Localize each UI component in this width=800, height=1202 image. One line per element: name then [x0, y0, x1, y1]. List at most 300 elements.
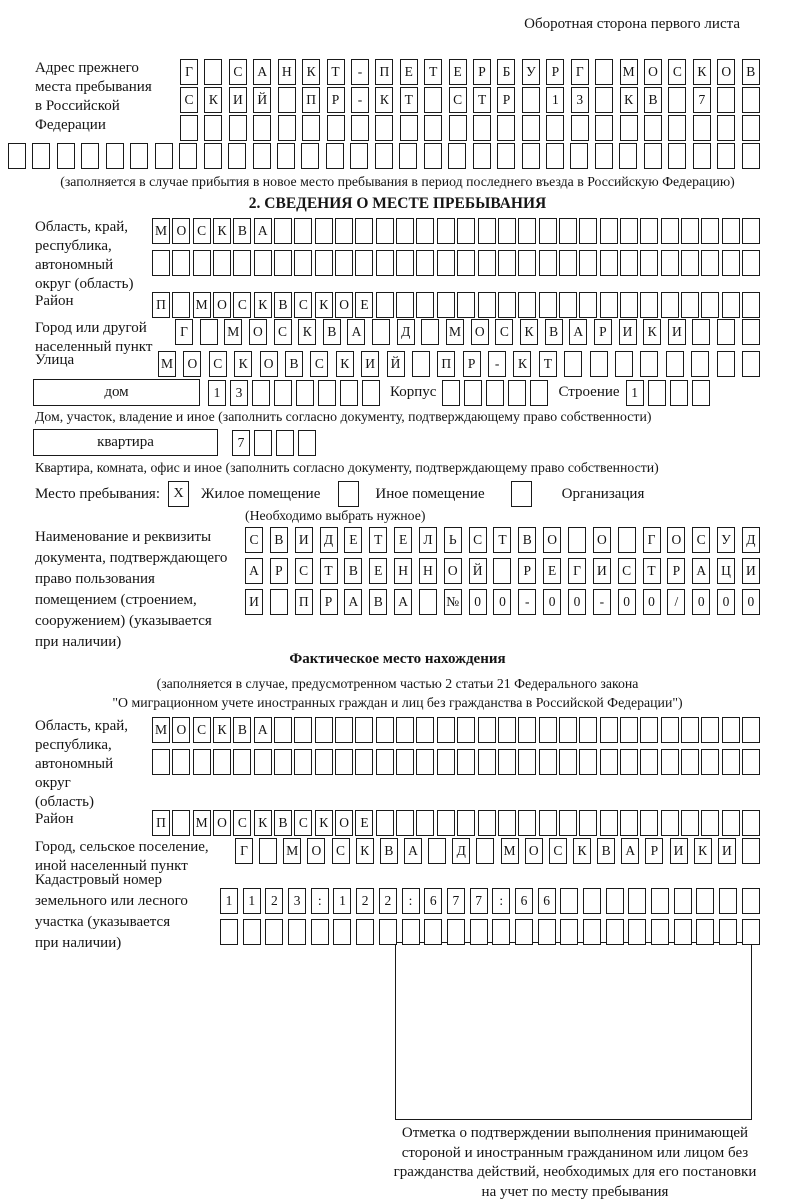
header-note: Оборотная сторона первого листа — [35, 16, 760, 33]
char-cell: М — [158, 351, 176, 377]
char-cell — [419, 589, 437, 615]
char-cell — [294, 717, 312, 743]
char-cell — [559, 749, 577, 775]
char-cell — [326, 143, 344, 169]
label-line: автономный — [35, 256, 152, 275]
char-cell — [742, 838, 760, 864]
char-cell — [449, 115, 467, 141]
char-cell — [376, 218, 394, 244]
cadastre-row-1 — [220, 888, 760, 914]
char-cell — [518, 218, 536, 244]
char-cell — [559, 292, 577, 318]
char-cell — [296, 380, 314, 406]
char-cell — [356, 919, 374, 945]
char-cell: 0 — [568, 589, 586, 615]
label-line: при наличии) — [35, 632, 245, 653]
char-cell — [701, 717, 719, 743]
street-row — [158, 351, 760, 377]
actual-region-rows — [152, 717, 760, 775]
char-cell — [595, 115, 613, 141]
char-cell — [717, 351, 735, 377]
char-cell: 6 — [538, 888, 556, 914]
char-cell: С — [692, 527, 710, 553]
street-field — [35, 351, 760, 377]
korpus-label: Корпус — [390, 384, 436, 401]
char-cell — [696, 888, 714, 914]
char-cell — [692, 319, 710, 345]
char-cell: Е — [400, 59, 418, 85]
stay-type-checkbox-org — [511, 481, 532, 507]
char-cell — [559, 717, 577, 743]
char-cell — [276, 430, 294, 456]
char-cell — [265, 919, 283, 945]
label-line: Область, край, — [35, 218, 152, 237]
char-cell — [559, 218, 577, 244]
char-cell — [539, 810, 557, 836]
char-cell — [518, 717, 536, 743]
char-cell — [200, 319, 218, 345]
actual-region-field — [35, 717, 760, 812]
char-cell — [437, 810, 455, 836]
char-cell: В — [285, 351, 303, 377]
char-cell — [32, 143, 50, 169]
label-line: места пребывания — [35, 78, 180, 97]
char-cell: 1 — [208, 380, 226, 406]
prev-address-label — [35, 59, 180, 135]
char-cell: К — [356, 838, 374, 864]
char-cell: : — [402, 888, 420, 914]
char-cell: В — [323, 319, 341, 345]
char-cell: С — [233, 810, 251, 836]
district-field — [35, 292, 760, 318]
char-cell: С — [310, 351, 328, 377]
char-cell — [692, 380, 710, 406]
char-cell: 0 — [469, 589, 487, 615]
char-cell — [318, 380, 336, 406]
actual-region-row-2 — [152, 749, 760, 775]
char-cell — [742, 351, 760, 377]
char-cell — [522, 87, 540, 113]
char-cell: Й — [253, 87, 271, 113]
char-cell — [457, 717, 475, 743]
char-cell: - — [518, 589, 536, 615]
char-cell: М — [152, 717, 170, 743]
char-cell: 0 — [643, 589, 661, 615]
char-cell: Т — [539, 351, 557, 377]
char-cell: 7 — [470, 888, 488, 914]
char-cell: В — [545, 319, 563, 345]
char-cell — [278, 87, 296, 113]
stay-type-option-inoe: Иное помещение — [375, 486, 484, 503]
char-cell — [274, 250, 292, 276]
char-cell: В — [274, 810, 292, 836]
district-row — [152, 292, 760, 318]
char-cell — [717, 319, 735, 345]
char-cell — [681, 717, 699, 743]
char-cell: 3 — [288, 888, 306, 914]
char-cell: В — [742, 59, 760, 85]
char-cell: А — [254, 717, 272, 743]
char-cell — [640, 250, 658, 276]
char-cell — [193, 250, 211, 276]
char-cell — [661, 218, 679, 244]
label-line: республика, — [35, 736, 152, 755]
char-cell: О — [593, 527, 611, 553]
char-cell: 1 — [243, 888, 261, 914]
char-cell: М — [224, 319, 242, 345]
char-cell: Д — [742, 527, 760, 553]
char-cell: Т — [400, 87, 418, 113]
char-cell — [492, 919, 510, 945]
char-cell — [448, 143, 466, 169]
apartment-widebox: квартира — [33, 429, 218, 456]
char-cell: С — [229, 59, 247, 85]
char-cell: И — [295, 527, 313, 553]
char-cell — [253, 143, 271, 169]
char-cell — [193, 749, 211, 775]
char-cell: С — [668, 59, 686, 85]
char-cell — [424, 115, 442, 141]
char-cell: К — [375, 87, 393, 113]
char-cell — [376, 717, 394, 743]
char-cell — [742, 717, 760, 743]
char-cell — [559, 250, 577, 276]
char-cell: В — [233, 717, 251, 743]
char-cell — [274, 717, 292, 743]
char-cell — [693, 143, 711, 169]
char-cell — [270, 589, 288, 615]
char-cell: В — [369, 589, 387, 615]
char-cell — [416, 218, 434, 244]
char-cell — [722, 250, 740, 276]
char-cell — [661, 292, 679, 318]
char-cell — [600, 292, 618, 318]
house-widebox: дом — [33, 379, 200, 406]
char-cell: К — [213, 218, 231, 244]
char-cell — [518, 250, 536, 276]
char-cell — [560, 888, 578, 914]
region-row-2 — [152, 250, 760, 276]
char-cell — [476, 838, 494, 864]
char-cell — [668, 143, 686, 169]
char-cell: Т — [424, 59, 442, 85]
char-cell — [396, 717, 414, 743]
region-field — [35, 218, 760, 294]
char-cell — [595, 143, 613, 169]
char-cell — [719, 888, 737, 914]
char-cell: П — [437, 351, 455, 377]
char-cell: П — [375, 59, 393, 85]
char-cell — [376, 292, 394, 318]
char-cell — [355, 749, 373, 775]
char-cell — [81, 143, 99, 169]
char-cell — [620, 810, 638, 836]
char-cell — [416, 717, 434, 743]
char-cell — [379, 919, 397, 945]
char-cell — [640, 218, 658, 244]
char-cell — [259, 838, 277, 864]
label-line: документа, подтверждающего — [35, 548, 245, 569]
char-cell: О — [644, 59, 662, 85]
char-cell — [375, 143, 393, 169]
char-cell: В — [380, 838, 398, 864]
char-cell — [362, 380, 380, 406]
char-cell: О — [213, 292, 231, 318]
char-cell: В — [597, 838, 615, 864]
char-cell — [579, 749, 597, 775]
char-cell — [701, 749, 719, 775]
char-cell — [742, 143, 760, 169]
char-cell — [498, 250, 516, 276]
char-cell — [722, 218, 740, 244]
char-cell: А — [344, 589, 362, 615]
char-cell: С — [209, 351, 227, 377]
char-cell — [172, 810, 190, 836]
label-line: участка (указывается — [35, 912, 220, 933]
char-cell: О — [307, 838, 325, 864]
char-cell: Р — [473, 59, 491, 85]
char-cell — [229, 115, 247, 141]
char-cell: 6 — [515, 888, 533, 914]
char-cell — [473, 143, 491, 169]
char-cell: - — [593, 589, 611, 615]
char-cell: 1 — [626, 380, 644, 406]
doc-row-1 — [245, 527, 760, 553]
char-cell — [600, 250, 618, 276]
char-cell — [681, 250, 699, 276]
char-cell — [570, 143, 588, 169]
char-cell: Н — [394, 558, 412, 584]
char-cell: : — [492, 888, 510, 914]
label-line: Наименование и реквизиты — [35, 527, 245, 548]
char-cell — [498, 218, 516, 244]
char-cell — [539, 717, 557, 743]
actual-district-field — [35, 810, 760, 836]
char-cell — [522, 115, 540, 141]
char-cell: Т — [369, 527, 387, 553]
stroenie-label: Строение — [558, 384, 619, 401]
char-cell: К — [234, 351, 252, 377]
char-cell — [400, 115, 418, 141]
char-cell: С — [274, 319, 292, 345]
char-cell — [396, 250, 414, 276]
region-label — [35, 218, 152, 294]
apartment-row — [33, 429, 760, 456]
char-cell — [640, 717, 658, 743]
label-line: (область) — [35, 793, 152, 812]
char-cell: А — [692, 558, 710, 584]
char-cell — [722, 292, 740, 318]
char-cell: О — [249, 319, 267, 345]
doc-label — [35, 527, 245, 653]
char-cell: Н — [278, 59, 296, 85]
char-cell: А — [621, 838, 639, 864]
char-cell — [742, 87, 760, 113]
char-cell — [424, 143, 442, 169]
char-cell — [722, 810, 740, 836]
char-cell — [355, 250, 373, 276]
char-cell — [600, 218, 618, 244]
char-cell — [661, 749, 679, 775]
char-cell — [333, 919, 351, 945]
char-cell — [416, 292, 434, 318]
char-cell: М — [446, 319, 464, 345]
char-cell: П — [152, 810, 170, 836]
char-cell: 0 — [618, 589, 636, 615]
char-cell: Б — [497, 59, 515, 85]
char-cell — [416, 749, 434, 775]
section2-title: 2. СВЕДЕНИЯ О МЕСТЕ ПРЕБЫВАНИЯ — [35, 195, 760, 213]
char-cell: А — [254, 218, 272, 244]
char-cell — [742, 810, 760, 836]
label-line: на учет по месту пребывания — [360, 1183, 790, 1202]
char-cell — [522, 143, 540, 169]
char-cell — [628, 919, 646, 945]
char-cell — [674, 888, 692, 914]
prev-address-note: (заполняется в случае прибытия в новое место пребывания в период последнего въезда в Российскую Федерацию) — [35, 174, 760, 190]
char-cell: О — [172, 218, 190, 244]
char-cell — [294, 250, 312, 276]
actual-city-row — [235, 838, 760, 864]
char-cell: К — [302, 59, 320, 85]
house-note: Дом, участок, владение и иное (заполнить согласно документу, подтверждающему право собственности) — [35, 409, 760, 425]
char-cell — [606, 919, 624, 945]
char-cell — [152, 749, 170, 775]
char-cell: 3 — [230, 380, 248, 406]
char-cell — [464, 380, 482, 406]
char-cell — [681, 292, 699, 318]
char-cell: Т — [473, 87, 491, 113]
char-cell — [478, 717, 496, 743]
char-cell: И — [229, 87, 247, 113]
char-cell: Т — [320, 558, 338, 584]
cadastre-field — [35, 870, 760, 954]
char-cell: 7 — [693, 87, 711, 113]
char-cell: Н — [419, 558, 437, 584]
char-cell: Г — [180, 59, 198, 85]
char-cell: Е — [394, 527, 412, 553]
char-cell: А — [394, 589, 412, 615]
char-cell — [213, 250, 231, 276]
char-cell — [498, 717, 516, 743]
char-cell — [288, 919, 306, 945]
char-cell — [335, 717, 353, 743]
char-cell — [457, 810, 475, 836]
char-cell: 2 — [265, 888, 283, 914]
char-cell — [376, 749, 394, 775]
char-cell: И — [619, 319, 637, 345]
char-cell — [568, 527, 586, 553]
char-cell: К — [513, 351, 531, 377]
char-cell — [681, 749, 699, 775]
prev-address-row-1 — [180, 59, 760, 85]
char-cell — [742, 292, 760, 318]
char-cell — [546, 143, 564, 169]
char-cell — [412, 351, 430, 377]
char-cell — [437, 749, 455, 775]
char-cell — [691, 351, 709, 377]
apartment-note: Квартира, комната, офис и иное (заполнить согласно документу, подтверждающему право собственности) — [35, 460, 760, 476]
stamp-box — [395, 942, 752, 1120]
char-cell: С — [449, 87, 467, 113]
char-cell: А — [245, 558, 263, 584]
char-cell — [447, 919, 465, 945]
char-cell: М — [152, 218, 170, 244]
char-cell — [172, 749, 190, 775]
char-cell — [717, 87, 735, 113]
char-cell: Г — [571, 59, 589, 85]
char-cell — [376, 250, 394, 276]
char-cell: - — [351, 87, 369, 113]
char-cell: С — [332, 838, 350, 864]
char-cell — [315, 717, 333, 743]
char-cell — [228, 143, 246, 169]
char-cell — [742, 749, 760, 775]
char-cell: Д — [320, 527, 338, 553]
char-cell — [620, 717, 638, 743]
char-cell — [579, 292, 597, 318]
char-cell — [579, 810, 597, 836]
stay-type-note: (Необходимо выбрать нужное) — [245, 508, 760, 524]
char-cell — [539, 292, 557, 318]
char-cell: К — [298, 319, 316, 345]
char-cell — [668, 87, 686, 113]
char-cell: 0 — [692, 589, 710, 615]
char-cell: И — [593, 558, 611, 584]
label-line: помещением (строением, — [35, 590, 245, 611]
char-cell — [442, 380, 460, 406]
char-cell — [571, 115, 589, 141]
char-cell — [294, 218, 312, 244]
char-cell: О — [213, 810, 231, 836]
char-cell — [351, 115, 369, 141]
cadastre-rows — [220, 888, 760, 945]
label-line: Город или другой — [35, 319, 175, 338]
char-cell — [620, 250, 638, 276]
char-cell: С — [294, 292, 312, 318]
label-line: республика, — [35, 237, 152, 256]
stay-type-checkbox-zhiloe: X — [168, 481, 189, 507]
char-cell — [595, 59, 613, 85]
char-cell — [274, 218, 292, 244]
char-cell: А — [569, 319, 587, 345]
char-cell: К — [315, 810, 333, 836]
char-cell — [396, 810, 414, 836]
doc-row-2 — [245, 558, 760, 584]
char-cell — [661, 810, 679, 836]
char-cell: 7 — [447, 888, 465, 914]
char-cell: О — [335, 292, 353, 318]
char-cell: О — [172, 717, 190, 743]
char-cell — [294, 749, 312, 775]
char-cell — [428, 838, 446, 864]
char-cell — [620, 749, 638, 775]
char-cell — [600, 717, 618, 743]
char-cell — [396, 218, 414, 244]
char-cell — [722, 717, 740, 743]
char-cell — [701, 810, 719, 836]
char-cell — [681, 810, 699, 836]
char-cell — [539, 218, 557, 244]
char-cell — [674, 919, 692, 945]
char-cell: С — [294, 810, 312, 836]
actual-district-label: Район — [35, 810, 152, 829]
char-cell — [274, 380, 292, 406]
char-cell — [640, 749, 658, 775]
char-cell: К — [520, 319, 538, 345]
char-cell — [424, 87, 442, 113]
char-cell — [277, 143, 295, 169]
